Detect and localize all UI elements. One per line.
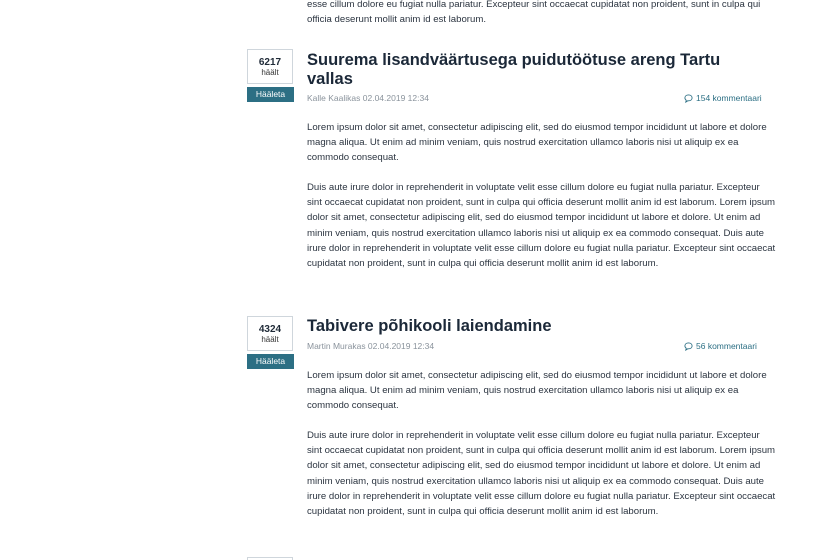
previous-post-text-fragment: esse cillum dolore eu fugiat nulla pariatur. Excepteur sint occaecat cupidatat non proident, sunt in culpa qui officia deserunt mollit anim id est laborum. xyxy=(307,0,761,26)
vote-button[interactable]: Hääleta xyxy=(247,354,294,369)
speech-bubble-icon xyxy=(684,94,693,103)
proposal-paragraph: Lorem ipsum dolor sit amet, consectetur adipiscing elit, sed do eiusmod tempor incididunt ut labore et dolore magna aliqua. Ut enim ad minim veniam, quis nostrud exercitation ullamco laboris nisi ut aliquip ex ea commodo consequat. xyxy=(307,370,767,412)
vote-button[interactable]: Hääleta xyxy=(247,87,294,102)
comments-link[interactable] xyxy=(684,341,757,351)
author-date-meta: Kalle Kaalikas 02.04.2019 12:34 xyxy=(307,93,429,103)
proposal-title[interactable]: Tabivere põhikooli laiendamine xyxy=(307,317,552,335)
author-date-meta: Martin Murakas 02.04.2019 12:34 xyxy=(307,341,435,351)
comments-count-label: 56 kommentaari xyxy=(696,341,757,351)
vote-unit-label: häält xyxy=(261,68,279,77)
proposal-paragraph: Lorem ipsum dolor sit amet, consectetur adipiscing elit, sed do eiusmod tempor incididunt ut labore et dolore magna aliqua. Ut enim ad minim veniam, quis nostrud exercitation ullamco laboris nisi ut aliquip ex ea commodo consequat. xyxy=(307,122,767,164)
proposal-paragraph: Duis aute irure dolor in reprehenderit in voluptate velit esse cillum dolore eu fugiat nulla pariatur. Excepteur sint occaecat cupidatat non proident, sunt in culpa qui officia deserunt mollit anim id est laborum. Lorem ipsum dolor sit amet, consectetur adipiscing elit, sed do eiusmod tempor incididunt ut labore et dolore. Ut enim ad minim veniam, quis nostrud exercitation ullamco laboris nisi ut aliquip ex ea commodo consequat. Duis aute irure dolor in reprehenderit in voluptate velit esse cillum dolore eu fugiat nulla pariatur. Excepteur sint occaecat cupidatat non proident, sunt in culpa qui officia deserunt mollit anim id est laborum. xyxy=(307,430,776,518)
vote-unit-label: häält xyxy=(261,335,279,344)
comments-link[interactable] xyxy=(684,93,762,103)
vote-count-box xyxy=(247,49,293,84)
vote-count: 6217 xyxy=(258,57,282,68)
proposal-title[interactable]: Suurema lisandväärtusega puidutöötuse areng Tartu vallas xyxy=(307,51,721,88)
vote-count-box xyxy=(247,316,293,351)
vote-count: 4324 xyxy=(258,324,282,335)
proposal-paragraph: Duis aute irure dolor in reprehenderit in voluptate velit esse cillum dolore eu fugiat nulla pariatur. Excepteur sint occaecat cupidatat non proident, sunt in culpa qui officia deserunt mollit anim id est laborum. Lorem ipsum dolor sit amet, consectetur adipiscing elit, sed do eiusmod tempor incididunt ut labore et dolore. Ut enim ad minim veniam, quis nostrud exercitation ullamco laboris nisi ut aliquip ex ea commodo consequat. Duis aute irure dolor in reprehenderit in voluptate velit esse cillum dolore eu fugiat nulla pariatur. Excepteur sint occaecat cupidatat non proident, sunt in culpa qui officia deserunt mollit anim id est laborum. xyxy=(307,182,776,270)
comments-count-label: 154 kommentaari xyxy=(696,93,762,103)
speech-bubble-icon xyxy=(684,342,693,351)
